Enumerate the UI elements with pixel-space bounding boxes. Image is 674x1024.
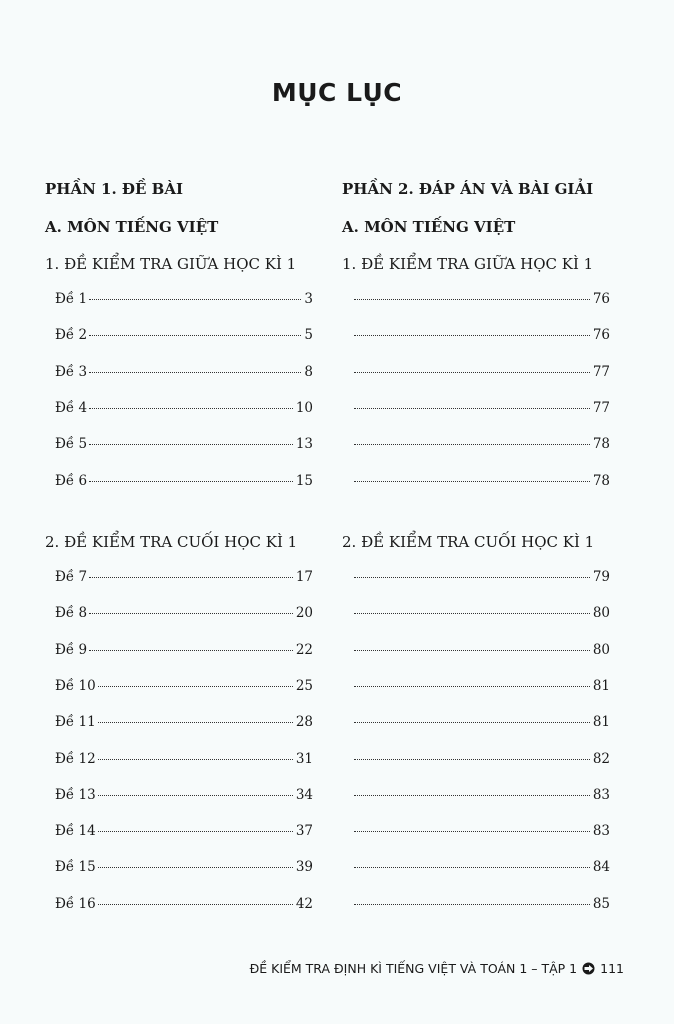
dot-leader: [89, 335, 301, 336]
toc-entry: [352, 605, 610, 625]
entry-page-number: 31: [295, 750, 313, 767]
dot-leader: [89, 577, 293, 578]
toc-entry: [55, 896, 313, 916]
dot-leader: [98, 904, 293, 905]
dot-leader: [89, 481, 293, 482]
arrow-circle-icon: [582, 962, 595, 975]
toc-entry: [352, 473, 610, 493]
subject-heading: A. MÔN TIẾNG VIỆT: [45, 218, 219, 236]
toc-entry: [352, 436, 610, 456]
entry-page-number: 83: [592, 823, 610, 840]
dot-leader: [354, 759, 590, 760]
toc-entry: [55, 364, 313, 384]
toc-entry: [55, 291, 313, 311]
entry-page-number: 79: [592, 569, 610, 585]
toc-entry: [55, 436, 313, 456]
subject-heading: A. MÔN TIẾNG VIỆT: [342, 218, 516, 236]
toc-entry: [55, 787, 313, 807]
entry-page-number: 37: [295, 823, 313, 840]
dot-leader: [354, 686, 590, 687]
dot-leader: [354, 650, 590, 651]
entry-page-number: 3: [304, 291, 313, 307]
toc-entry: [352, 569, 610, 589]
dot-leader: [354, 831, 590, 832]
toc-entry: [55, 400, 313, 420]
entry-page-number: 78: [592, 472, 610, 489]
entry-page-number: 82: [592, 750, 610, 767]
toc-entry: [352, 364, 610, 384]
entry-label: Đề 1: [55, 291, 88, 307]
toc-entry: [352, 291, 610, 311]
entry-page-number: 77: [592, 363, 610, 380]
dot-leader: [354, 795, 590, 796]
dot-leader: [98, 795, 293, 796]
toc-entry: [55, 859, 313, 879]
entry-page-number: 20: [295, 605, 313, 622]
dot-leader: [98, 831, 293, 832]
toc-entry: [55, 642, 313, 662]
entry-label: Đề 9: [55, 641, 88, 658]
toc-entry: [352, 823, 610, 843]
section-heading: 2. ĐỀ KIỂM TRA CUỐI HỌC KÌ 1: [342, 533, 595, 551]
section-heading: 1. ĐỀ KIỂM TRA GIỮA HỌC KÌ 1: [342, 255, 594, 273]
toc-entry: [352, 859, 610, 879]
entry-page-number: 76: [592, 327, 610, 344]
page-footer: [250, 961, 624, 976]
toc-entry: [352, 787, 610, 807]
entry-label: Đề 15: [55, 859, 96, 876]
section-heading: 2. ĐỀ KIỂM TRA CUỐI HỌC KÌ 1: [45, 533, 298, 551]
entry-page-number: 39: [295, 859, 313, 876]
dot-leader: [354, 372, 590, 373]
toc-entry: [55, 714, 313, 734]
toc-entry: [55, 473, 313, 493]
entry-label: Đề 16: [55, 895, 96, 912]
entry-label: Đề 6: [55, 472, 88, 489]
toc-entry: [352, 896, 610, 916]
entry-page-number: 80: [592, 641, 610, 658]
entry-page-number: 22: [295, 641, 313, 658]
footer-title: ĐỀ KIỂM TRA ĐỊNH KÌ TIẾNG VIỆT VÀ TOÁN 1 – TẬP 1: [249, 961, 578, 976]
dot-leader: [89, 299, 301, 300]
entry-page-number: 77: [592, 399, 610, 416]
entry-page-number: 15: [295, 472, 313, 489]
dot-leader: [98, 722, 293, 723]
entry-label: Đề 11: [55, 714, 96, 731]
entry-label: Đề 13: [55, 786, 96, 803]
part-heading: PHẦN 2. ĐÁP ÁN VÀ BÀI GIẢI: [342, 180, 594, 198]
dot-leader: [354, 299, 590, 300]
dot-leader: [98, 867, 293, 868]
entry-page-number: 34: [295, 786, 313, 803]
dot-leader: [354, 444, 590, 445]
toc-entry: [352, 678, 610, 698]
toc-entry: [352, 642, 610, 662]
entry-label: Đề 4: [55, 399, 88, 416]
entry-label: Đề 14: [55, 823, 96, 840]
part-heading: PHẦN 1. ĐỀ BÀI: [45, 180, 184, 198]
entry-page-number: 42: [295, 895, 313, 912]
toc-entry: [352, 751, 610, 771]
dot-leader: [354, 335, 590, 336]
toc-entry: [55, 823, 313, 843]
dot-leader: [89, 613, 293, 614]
dot-leader: [98, 686, 293, 687]
entry-label: Đề 10: [55, 677, 96, 694]
dot-leader: [354, 613, 590, 614]
entry-label: Đề 7: [55, 569, 88, 585]
toc-entry: [55, 751, 313, 771]
entry-page-number: 85: [592, 895, 610, 912]
entry-label: Đề 5: [55, 436, 88, 453]
entry-page-number: 84: [592, 859, 610, 876]
entry-page-number: 17: [295, 569, 313, 585]
entry-label: Đề 2: [55, 327, 88, 344]
toc-entry: [352, 327, 610, 347]
entry-label: Đề 8: [55, 605, 88, 622]
dot-leader: [89, 650, 293, 651]
toc-entry: [352, 400, 610, 420]
entry-page-number: 83: [592, 786, 610, 803]
dot-leader: [89, 408, 293, 409]
dot-leader: [89, 444, 293, 445]
toc-entry: [55, 569, 313, 589]
dot-leader: [98, 759, 293, 760]
page-title: MỤC LỤC: [271, 78, 403, 107]
toc-entry: [352, 714, 610, 734]
toc-entry: [55, 678, 313, 698]
entry-page-number: 80: [592, 605, 610, 622]
dot-leader: [354, 577, 590, 578]
entry-page-number: 8: [304, 363, 313, 380]
section-heading: 1. ĐỀ KIỂM TRA GIỮA HỌC KÌ 1: [45, 255, 297, 273]
entry-page-number: 25: [295, 677, 313, 694]
entry-label: Đề 12: [55, 750, 96, 767]
dot-leader: [354, 867, 590, 868]
dot-leader: [89, 372, 301, 373]
page-number: 111: [600, 961, 624, 976]
dot-leader: [354, 408, 590, 409]
entry-page-number: 76: [592, 291, 610, 307]
toc-entry: [55, 327, 313, 347]
entry-page-number: 81: [592, 677, 610, 694]
entry-page-number: 5: [304, 327, 313, 344]
dot-leader: [354, 904, 590, 905]
dot-leader: [354, 722, 590, 723]
dot-leader: [354, 481, 590, 482]
entry-page-number: 13: [295, 436, 313, 453]
entry-page-number: 10: [295, 399, 313, 416]
entry-page-number: 81: [592, 714, 610, 731]
entry-page-number: 78: [592, 436, 610, 453]
toc-entry: [55, 605, 313, 625]
entry-page-number: 28: [295, 714, 313, 731]
entry-label: Đề 3: [55, 363, 88, 380]
